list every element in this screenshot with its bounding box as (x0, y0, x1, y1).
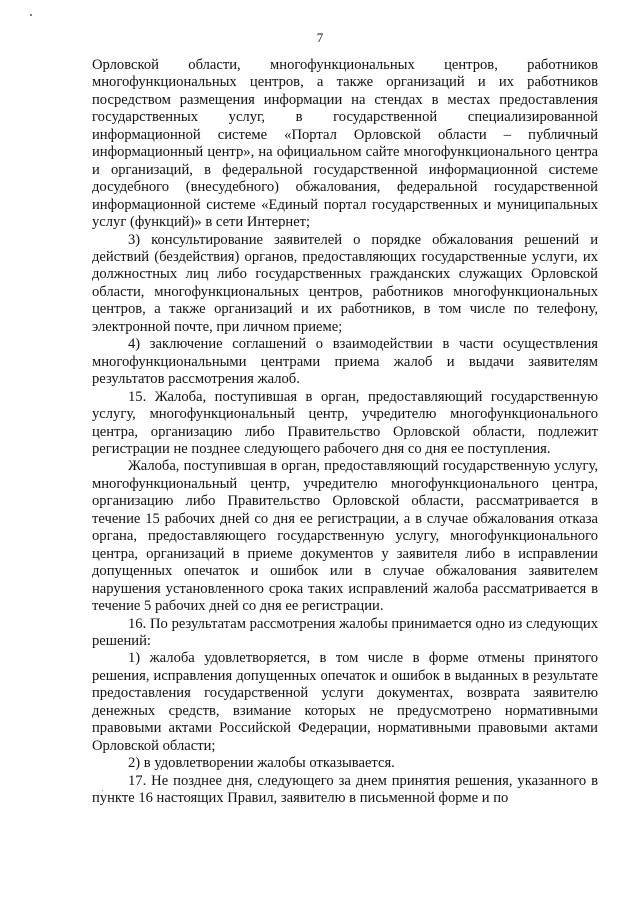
paragraph-item-4-agreements: 4) заключение соглашений о взаимодействии в части осуществления многофункциональными центрами приема жалоб и выдачи заявителям результатов рассмотрения жалоб. (92, 336, 598, 388)
paragraph-clause-16-decisions: 16. По результатам рассмотрения жалобы принимается одно из следующих решений: (92, 615, 598, 649)
paragraph-clause-15-review-period: Жалоба, поступившая в орган, предоставляющий государственную услугу, многофункциональный центр, учредителю многофункционального центра, организацию либо Правительство Орловской области, рассматривается в течение 15 рабочих дней со дня ее регистрации, а в случае обжалования отказа органа, предоставляющего государственную услугу, многофункционального центра, организаций в приеме документов у заявителя либо в исправлении допущенных опечаток и ошибок или в случае обжалования заявителем нарушения установленного срока таких исправлений жалоба рассматривается в течение 5 рабочих дней со дня ее регистрации. (92, 458, 598, 615)
document-body (92, 57, 598, 807)
paragraph-notification-continued: Орловской области, многофункциональных центров, работников многофункциональных центров, а также организаций и их работников посредством размещения информации на стендах в местах предоставления государственных услуг, в государственной специализированной информационной системе «Портал Орловской области – публичный информационный центр», на официальном сайте многофункционального центра и организаций, в федеральной государственной информационной системе досудебного (внесудебного) обжалования, федеральной государственной информационной системе «Единый портал государственных и муниципальных услуг (функций)» в сети Интернет; (92, 57, 598, 231)
scan-speck (30, 14, 32, 16)
paragraph-clause-17-notification: 17. Не позднее дня, следующего за днем принятия решения, указанного в пункте 16 настоящих Правил, заявителю в письменной форме и по (92, 772, 598, 807)
page-number: 7 (316, 30, 324, 45)
paragraph-clause-15-registration: 15. Жалоба, поступившая в орган, предоставляющий государственную услугу, многофункциональный центр, учредителю многофункционального центра, организацию либо Правительство Орловской области, подлежит регистрации не позднее следующего рабочего дня со дня ее поступления. (92, 388, 598, 457)
paragraph-item-3-consulting: 3) консультирование заявителей о порядке обжалования решений и действий (бездействия) органов, предоставляющих государственные услуги, их должностных лиц либо государственных гражданских служащих Орловской области, многофункциональных центров, работников многофункциональных центров, а также организаций и их работников, в том числе по телефону, электронной почте, при личном приеме; (92, 231, 598, 335)
paragraph-decision-2-refused: 2) в удовлетворении жалобы отказывается. (128, 755, 395, 772)
paragraph-decision-1-satisfied: 1) жалоба удовлетворяется, в том числе в форме отмены принятого решения, исправления допущенных опечаток и ошибок в выданных в результате предоставления государственной услуги документах, возврата заявителю денежных средств, взимание которых не предусмотрено нормативными правовыми актами Российской Федерации, нормативными правовыми актами Орловской области; (92, 650, 598, 754)
